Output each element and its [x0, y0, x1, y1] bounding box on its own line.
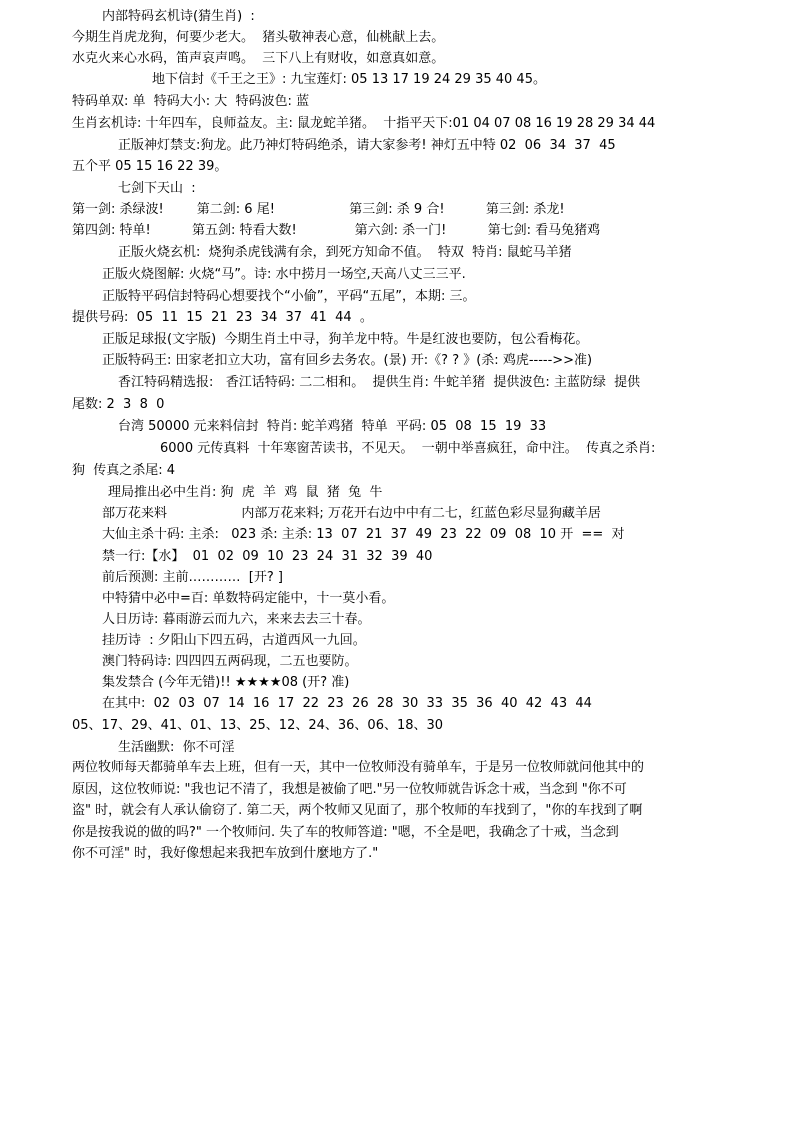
fax-kill-tail-line: 狗 传真之杀尾: 4 [72, 463, 176, 478]
code-king-line: 正版特码王: 田家老扣立大功，富有回乡去务农。(景) 开:《? ? 》(杀: 鸡虎----->>准) [102, 353, 593, 368]
envelope-flat-code-line: 正版特平码信封特码心想要找个“小偷”，平码“五尾”，本期: 三。 [102, 289, 476, 304]
taiwan-envelope-line: 台湾 50000 元来料信封 特肖: 蛇羊鸡猪 特单 平码: 05 08 15 19 33 [118, 419, 547, 434]
zodiac-poem-line: 生肖玄机诗: 十年四车，良师益友。主: 鼠龙蛇羊猪。 十指平天下:01 04 07 08 16 19 28 29 34 44 [72, 116, 656, 131]
macau-poem-line: 澳门特码诗: 四四四五两码现，二五也要防。 [102, 654, 358, 669]
swords-row-1: 第一剑: 杀绿波! 第二剑: 6 尾! 第三剑: 杀 9 合! 第三剑: 杀龙! [72, 202, 565, 217]
poem-title: 内部特码玄机诗(猜生肖) : [102, 9, 255, 24]
seven-swords-title: 七剑下天山 : [118, 181, 196, 196]
immortal-kill-line: 大仙主杀十码: 主杀: 023 杀: 主杀: 13 07 21 37 49 23 22 09 08 10 开 == 对 [102, 527, 625, 542]
number-sequence-line: 05、17、29、41、01、13、25、12、24、36、06、18、30 [72, 718, 444, 733]
bureau-zodiac-line: 理局推出必中生肖: 狗 虎 羊 鸡 鼠 猪 兔 牛 [108, 485, 383, 500]
swords-row-2: 第四剑: 特单! 第五剑: 特看大数! 第六剑: 杀一门! 第七剑: 看马兔猪鸡 [72, 223, 601, 238]
envelope-line: 地下信封《千王之王》: 九宝莲灯: 05 13 17 19 24 29 35 40 45。 [152, 72, 546, 87]
fax-material-line: 6000 元传真料 十年寒窗苦读书，不见天。 一朝中举喜疯狂，命中注。 传真之杀肖: [160, 441, 656, 456]
xiangjiang-line: 香江特码精选报: 香江话特码: 二二相和。 提供生肖: 牛蛇羊猪 提供波色: 主蓝防绿 提供 [118, 375, 641, 390]
calendar-poem-line: 人日历诗: 暮雨游云而九六，来来去去三十春。 [102, 612, 371, 627]
in-which-numbers-line: 在其中: 02 03 07 14 16 17 22 23 26 28 30 33 35 36 40 42 43 44 [102, 696, 592, 711]
prediction-line: 前后预测: 主前………… [开? ] [102, 570, 283, 585]
five-flat-line: 五个平 05 15 16 22 39。 [72, 159, 228, 174]
poem-line-1: 今期生肖虎龙狗，何要少老大。 猪头敬神表心意，仙桃献上去。 [72, 30, 445, 45]
humor-paragraph-2: 原因，这位牧师说: "我也记不清了，我想是被偷了吧."另一位牧师就告诉念十戒，当念到 "你不可 [72, 782, 627, 797]
special-code-attrs: 特码单双: 单 特码大小: 大 特码波色: 蓝 [72, 94, 310, 109]
football-paper-line: 正版足球报(文字版) 今期生肖土中寻，狗羊龙中特。牛是红波也要防，包公看梅花。 [102, 332, 589, 347]
fire-diagram-line: 正版火烧图解: 火烧“马”。诗: 水中捞月一场空,天高八丈三三平. [102, 267, 466, 282]
tail-numbers-line: 尾数: 2 3 8 0 [72, 397, 165, 412]
wanhua-line: 部万花来料 内部万花来料; 万花开右边中中有二七，红蓝色彩尽显狗藏羊居 [102, 506, 601, 521]
wall-calendar-poem-line: 挂历诗 : 夕阳山下四五码，古道西风一九回。 [102, 633, 366, 648]
fire-mystery-line: 正版火烧玄机: 烧狗杀虎钱满有余，到死方知命不值。 特双 特肖: 鼠蛇马羊猪 [118, 245, 572, 260]
hit-hundred-line: 中特猜中必中=百: 单数特码定能中，十一莫小看。 [102, 591, 395, 606]
provided-numbers-line: 提供号码: 05 11 15 21 23 34 37 41 44 。 [72, 310, 373, 325]
poem-line-2: 水克火来心水码，笛声哀声鸣。 三下八上有财收，如意真如意。 [72, 51, 445, 66]
humor-paragraph-5: 你不可淫" 时，我好像想起来我把车放到什麼地方了." [72, 846, 379, 861]
humor-paragraph-3: 盗" 时，就会有人承认偷窃了. 第二天，两个牧师又见面了，那个牧师的车找到了，"你的车找到了啊 [72, 803, 643, 818]
lamp-ban-line: 正版神灯禁支:狗龙。此乃神灯特码绝杀，请大家参考! 神灯五中特 02 06 34 37 45 [118, 138, 616, 153]
humor-title: 生活幽默: 你不可淫 [118, 740, 235, 755]
ban-row-line: 禁一行:【水】 01 02 09 10 23 24 31 32 39 40 [102, 549, 433, 564]
collection-ban-line: 集发禁合 (今年无错)!! ★★★★08 (开? 准) [102, 675, 350, 690]
humor-paragraph-4: 你是按我说的做的吗?" 一个牧师问. 失了车的牧师答道: "嗯，不全是吧，我确念了十戒，当念到 [72, 825, 619, 840]
humor-paragraph-1: 两位牧师每天都骑单车去上班，但有一天，其中一位牧师没有骑单车，于是另一位牧师就问他其中的 [72, 760, 645, 775]
